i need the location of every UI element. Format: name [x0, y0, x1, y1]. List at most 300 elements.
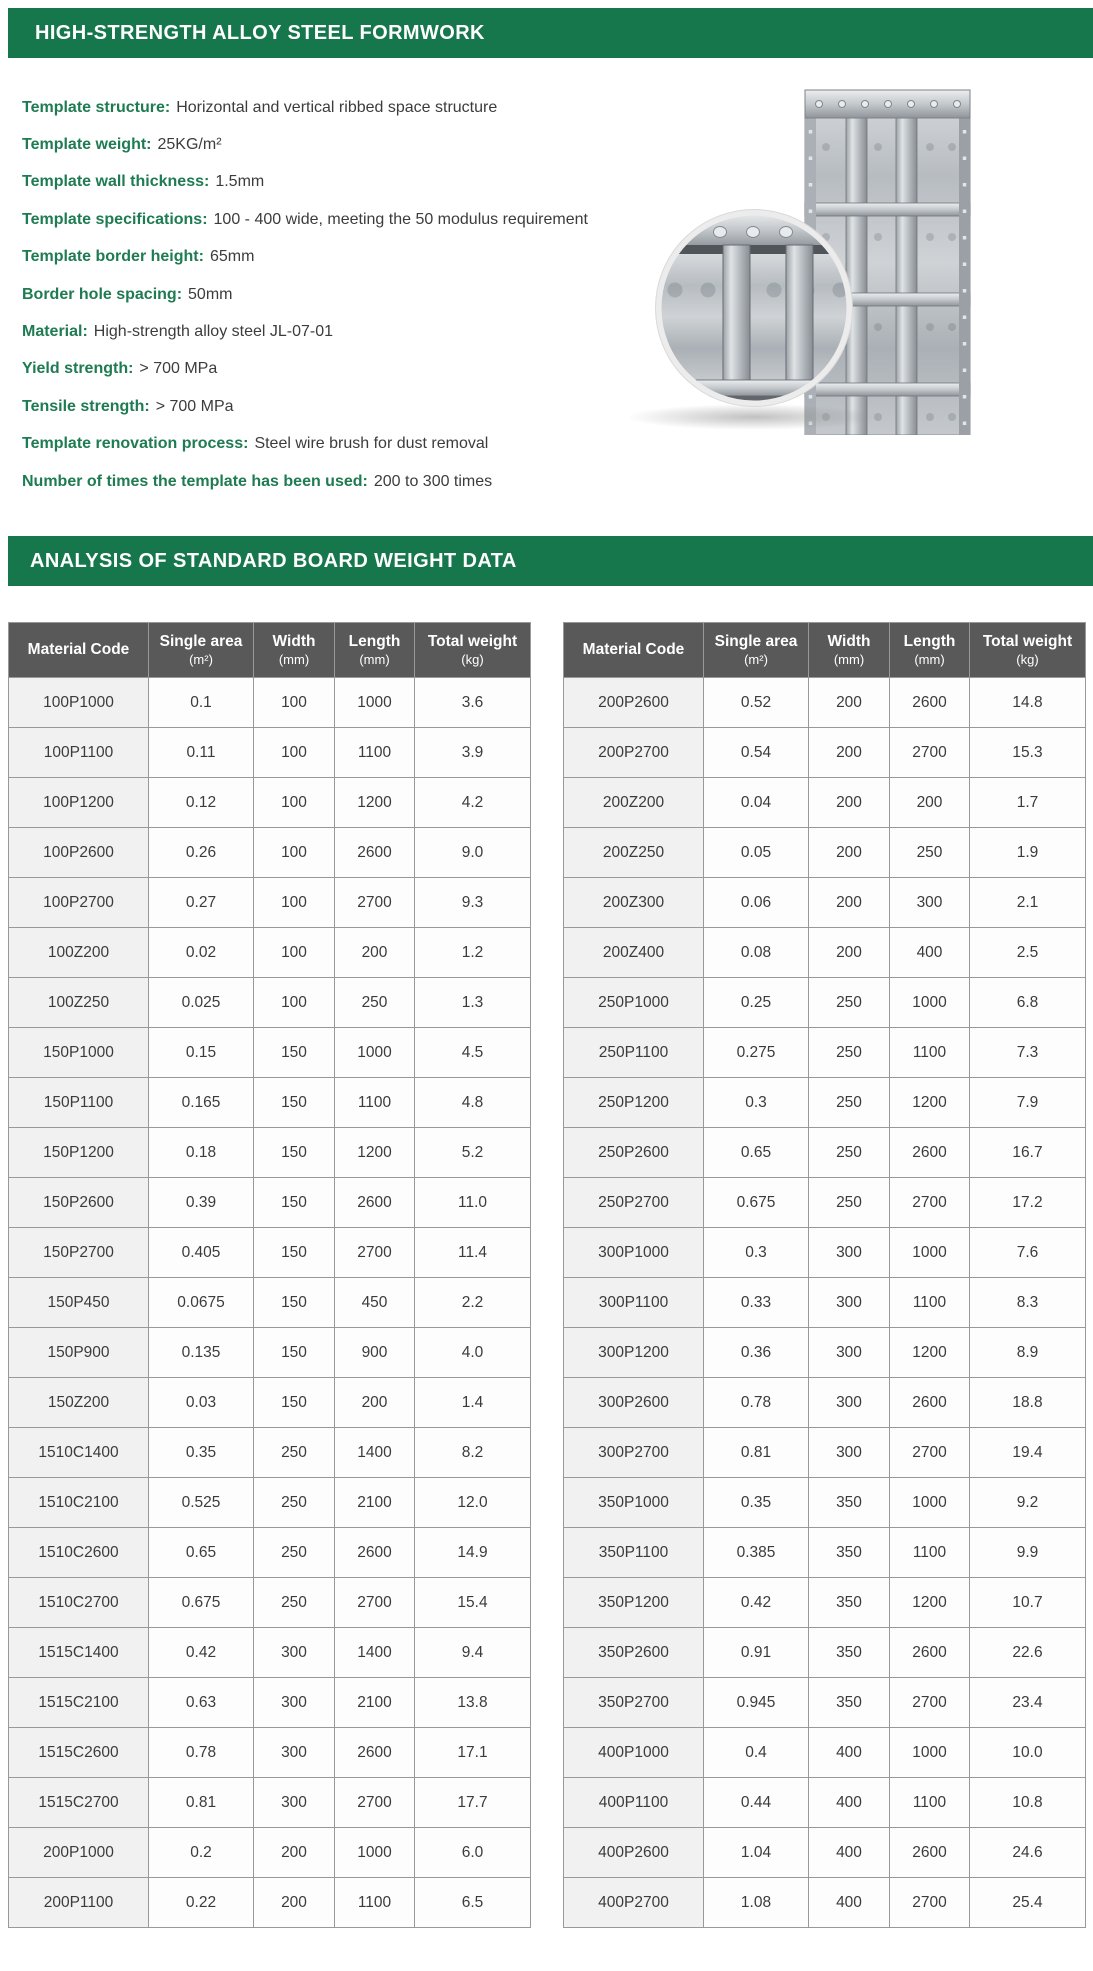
value-cell: 23.4: [970, 1678, 1086, 1728]
table-header-row: [9, 623, 531, 678]
spec-label: Tensile strength:: [22, 397, 150, 415]
value-cell: 0.275: [704, 1028, 809, 1078]
table-row: [9, 1528, 531, 1578]
spec-label: Template weight:: [22, 136, 152, 154]
value-cell: 2700: [335, 1778, 415, 1828]
spec-item: [22, 164, 632, 201]
value-cell: 0.02: [149, 928, 254, 978]
material-code-cell: 150P1000: [9, 1028, 149, 1078]
value-cell: 300: [809, 1428, 890, 1478]
page-title: HIGH-STRENGTH ALLOY STEEL FORMWORK: [35, 21, 485, 44]
value-cell: 150: [254, 1228, 335, 1278]
value-cell: 250: [809, 1028, 890, 1078]
value-cell: 0.15: [149, 1028, 254, 1078]
spec-value: 200 to 300 times: [373, 472, 493, 490]
material-code-cell: 150P450: [9, 1278, 149, 1328]
table-row: [9, 1878, 531, 1928]
spec-item: [22, 351, 632, 388]
table-row: [564, 1478, 1086, 1528]
spec-item: [22, 276, 632, 313]
value-cell: 2600: [890, 1628, 970, 1678]
table-row: [564, 878, 1086, 928]
value-cell: 7.9: [970, 1078, 1086, 1128]
value-cell: 5.2: [415, 1128, 531, 1178]
table-row: [564, 978, 1086, 1028]
value-cell: 0.525: [149, 1478, 254, 1528]
spec-value: Steel wire brush for dust removal: [254, 435, 489, 453]
spec-label: Template specifications:: [22, 210, 208, 228]
value-cell: 300: [890, 878, 970, 928]
value-cell: 300: [254, 1778, 335, 1828]
value-cell: 0.42: [704, 1578, 809, 1628]
value-cell: 0.405: [149, 1228, 254, 1278]
value-cell: 350: [809, 1678, 890, 1728]
value-cell: 250: [254, 1478, 335, 1528]
value-cell: 100: [254, 828, 335, 878]
value-cell: 1200: [335, 1128, 415, 1178]
material-code-cell: 350P1200: [564, 1578, 704, 1628]
spec-label: Number of times the template has been used:: [22, 472, 368, 490]
value-cell: 17.1: [415, 1728, 531, 1778]
value-cell: 15.4: [415, 1578, 531, 1628]
value-cell: 150: [254, 1128, 335, 1178]
value-cell: 2600: [335, 1178, 415, 1228]
material-code-cell: 100Z200: [9, 928, 149, 978]
value-cell: 200: [809, 728, 890, 778]
material-code-cell: 350P1000: [564, 1478, 704, 1528]
value-cell: 15.3: [970, 728, 1086, 778]
value-cell: 0.945: [704, 1678, 809, 1728]
table-row: [564, 1078, 1086, 1128]
table-row: [564, 1878, 1086, 1928]
material-code-cell: 400P1100: [564, 1778, 704, 1828]
formwork-panel-image: [630, 85, 1090, 435]
value-cell: 0.04: [704, 778, 809, 828]
table-row: [564, 1778, 1086, 1828]
value-cell: 0.165: [149, 1078, 254, 1128]
material-code-cell: 200P1100: [9, 1878, 149, 1928]
value-cell: 0.54: [704, 728, 809, 778]
value-cell: 0.22: [149, 1878, 254, 1928]
value-cell: 1000: [890, 978, 970, 1028]
table-row: [9, 1728, 531, 1778]
value-cell: 9.3: [415, 878, 531, 928]
table-row: [564, 1828, 1086, 1878]
material-code-cell: 150P900: [9, 1328, 149, 1378]
value-cell: 0.18: [149, 1128, 254, 1178]
value-cell: 0.0675: [149, 1278, 254, 1328]
material-code-cell: 250P1000: [564, 978, 704, 1028]
spec-item: [22, 126, 632, 163]
table-header-row: [564, 623, 1086, 678]
table-row: [9, 1778, 531, 1828]
value-cell: 0.36: [704, 1328, 809, 1378]
value-cell: 100: [254, 928, 335, 978]
value-cell: 8.9: [970, 1328, 1086, 1378]
value-cell: 0.675: [149, 1578, 254, 1628]
value-cell: 2700: [335, 1578, 415, 1628]
value-cell: 11.0: [415, 1178, 531, 1228]
material-code-cell: 1515C2600: [9, 1728, 149, 1778]
value-cell: 0.65: [149, 1528, 254, 1578]
value-cell: 0.44: [704, 1778, 809, 1828]
material-code-cell: 200Z250: [564, 828, 704, 878]
col-header-total-weight: Total weight (kg): [415, 623, 531, 678]
material-code-cell: 200Z300: [564, 878, 704, 928]
material-code-cell: 100P2700: [9, 878, 149, 928]
value-cell: 8.2: [415, 1428, 531, 1478]
spec-value: 100 - 400 wide, meeting the 50 modulus requirement: [213, 210, 588, 228]
value-cell: 2700: [890, 1678, 970, 1728]
value-cell: 0.65: [704, 1128, 809, 1178]
value-cell: 150: [254, 1278, 335, 1328]
value-cell: 400: [809, 1728, 890, 1778]
value-cell: 1.7: [970, 778, 1086, 828]
value-cell: 200: [809, 878, 890, 928]
value-cell: 10.0: [970, 1728, 1086, 1778]
value-cell: 1.2: [415, 928, 531, 978]
table-row: [9, 728, 531, 778]
value-cell: 0.26: [149, 828, 254, 878]
table-row: [564, 1578, 1086, 1628]
value-cell: 4.8: [415, 1078, 531, 1128]
value-cell: 0.08: [704, 928, 809, 978]
material-code-cell: 300P1100: [564, 1278, 704, 1328]
table-row: [564, 728, 1086, 778]
spec-item: [22, 313, 632, 350]
value-cell: 0.2: [149, 1828, 254, 1878]
value-cell: 250: [254, 1428, 335, 1478]
table-row: [9, 778, 531, 828]
value-cell: 900: [335, 1328, 415, 1378]
table-row: [9, 1228, 531, 1278]
spec-item: [22, 201, 632, 238]
material-code-cell: 100P2600: [9, 828, 149, 878]
material-code-cell: 200Z200: [564, 778, 704, 828]
value-cell: 6.8: [970, 978, 1086, 1028]
table-row: [564, 828, 1086, 878]
value-cell: 200: [809, 928, 890, 978]
value-cell: 9.2: [970, 1478, 1086, 1528]
value-cell: 300: [254, 1728, 335, 1778]
value-cell: 0.3: [704, 1228, 809, 1278]
value-cell: 1.08: [704, 1878, 809, 1928]
value-cell: 1200: [890, 1328, 970, 1378]
value-cell: 1000: [335, 1028, 415, 1078]
table-row: [9, 1078, 531, 1128]
value-cell: 200: [335, 928, 415, 978]
value-cell: 100: [254, 778, 335, 828]
weight-table-right: [563, 622, 1086, 1928]
value-cell: 1400: [335, 1428, 415, 1478]
material-code-cell: 150P1200: [9, 1128, 149, 1178]
value-cell: 200: [809, 828, 890, 878]
spec-value: High-strength alloy steel JL-07-01: [93, 323, 334, 341]
value-cell: 9.0: [415, 828, 531, 878]
value-cell: 9.4: [415, 1628, 531, 1678]
value-cell: 1.3: [415, 978, 531, 1028]
photo-shadow: [630, 404, 882, 430]
value-cell: 25.4: [970, 1878, 1086, 1928]
material-code-cell: 200P2600: [564, 678, 704, 728]
value-cell: 1.4: [415, 1378, 531, 1428]
value-cell: 350: [809, 1528, 890, 1578]
material-code-cell: 250P2600: [564, 1128, 704, 1178]
spec-value: > 700 MPa: [139, 360, 218, 378]
value-cell: 17.2: [970, 1178, 1086, 1228]
table-row: [564, 1178, 1086, 1228]
material-code-cell: 150P2600: [9, 1178, 149, 1228]
table-row: [564, 1278, 1086, 1328]
value-cell: 0.35: [149, 1428, 254, 1478]
value-cell: 0.12: [149, 778, 254, 828]
value-cell: 0.27: [149, 878, 254, 928]
weight-table-left: [8, 622, 531, 1928]
value-cell: 0.135: [149, 1328, 254, 1378]
col-header-single-area: Single area (m²): [704, 623, 809, 678]
value-cell: 150: [254, 1178, 335, 1228]
col-header-single-area: Single area (m²): [149, 623, 254, 678]
value-cell: 0.025: [149, 978, 254, 1028]
value-cell: 13.8: [415, 1678, 531, 1728]
value-cell: 18.8: [970, 1378, 1086, 1428]
table-row: [9, 828, 531, 878]
value-cell: 200: [254, 1878, 335, 1928]
col-header-length: Length (mm): [335, 623, 415, 678]
value-cell: 19.4: [970, 1428, 1086, 1478]
col-header-material-code: Material Code: [564, 623, 704, 678]
table-row: [9, 1828, 531, 1878]
value-cell: 1000: [890, 1728, 970, 1778]
value-cell: 0.52: [704, 678, 809, 728]
table-row: [9, 1578, 531, 1628]
value-cell: 0.25: [704, 978, 809, 1028]
value-cell: 0.06: [704, 878, 809, 928]
value-cell: 10.8: [970, 1778, 1086, 1828]
spec-value: Horizontal and vertical ribbed space structure: [176, 98, 498, 116]
page-title-banner: [8, 8, 1093, 58]
table-row: [9, 978, 531, 1028]
value-cell: 6.0: [415, 1828, 531, 1878]
value-cell: 1000: [335, 1828, 415, 1878]
value-cell: 10.7: [970, 1578, 1086, 1628]
value-cell: 150: [254, 1378, 335, 1428]
material-code-cell: 100Z250: [9, 978, 149, 1028]
value-cell: 9.9: [970, 1528, 1086, 1578]
value-cell: 22.6: [970, 1628, 1086, 1678]
value-cell: 0.1: [149, 678, 254, 728]
value-cell: 1100: [335, 1078, 415, 1128]
section-title: ANALYSIS OF STANDARD BOARD WEIGHT DATA: [30, 549, 517, 572]
value-cell: 150: [254, 1078, 335, 1128]
value-cell: 1000: [890, 1478, 970, 1528]
value-cell: 17.7: [415, 1778, 531, 1828]
table-row: [9, 1478, 531, 1528]
value-cell: 1000: [335, 678, 415, 728]
value-cell: 300: [254, 1678, 335, 1728]
value-cell: 0.42: [149, 1628, 254, 1678]
material-code-cell: 100P1000: [9, 678, 149, 728]
value-cell: 200: [335, 1378, 415, 1428]
table-row: [564, 1378, 1086, 1428]
material-code-cell: 300P2600: [564, 1378, 704, 1428]
value-cell: 1.04: [704, 1828, 809, 1878]
material-code-cell: 150Z200: [9, 1378, 149, 1428]
product-photo: [630, 85, 1090, 435]
material-code-cell: 100P1200: [9, 778, 149, 828]
value-cell: 2600: [335, 1728, 415, 1778]
table-row: [564, 1128, 1086, 1178]
value-cell: 200: [809, 678, 890, 728]
spec-item: [22, 426, 632, 463]
value-cell: 0.675: [704, 1178, 809, 1228]
col-header-length: Length (mm): [890, 623, 970, 678]
spec-item: [22, 388, 632, 425]
value-cell: 0.33: [704, 1278, 809, 1328]
value-cell: 300: [809, 1378, 890, 1428]
spec-value: 65mm: [209, 248, 255, 266]
material-code-cell: 150P1100: [9, 1078, 149, 1128]
material-code-cell: 200P1000: [9, 1828, 149, 1878]
value-cell: 2600: [890, 678, 970, 728]
value-cell: 0.63: [149, 1678, 254, 1728]
value-cell: 7.6: [970, 1228, 1086, 1278]
value-cell: 200: [809, 778, 890, 828]
value-cell: 250: [254, 1528, 335, 1578]
value-cell: 1200: [890, 1578, 970, 1628]
value-cell: 400: [809, 1828, 890, 1878]
value-cell: 250: [254, 1578, 335, 1628]
material-code-cell: 250P1100: [564, 1028, 704, 1078]
table-row: [564, 1028, 1086, 1078]
value-cell: 6.5: [415, 1878, 531, 1928]
value-cell: 250: [335, 978, 415, 1028]
table-row: [9, 1378, 531, 1428]
value-cell: 2600: [890, 1378, 970, 1428]
material-code-cell: 1510C2700: [9, 1578, 149, 1628]
value-cell: 0.385: [704, 1528, 809, 1578]
section-title-banner: [8, 536, 1093, 586]
value-cell: 200: [890, 778, 970, 828]
table-row: [564, 678, 1086, 728]
value-cell: 1400: [335, 1628, 415, 1678]
material-code-cell: 350P2700: [564, 1678, 704, 1728]
material-code-cell: 1515C2700: [9, 1778, 149, 1828]
table-row: [9, 1128, 531, 1178]
col-header-total-weight: Total weight (kg): [970, 623, 1086, 678]
value-cell: 2600: [890, 1128, 970, 1178]
value-cell: 2600: [335, 828, 415, 878]
value-cell: 100: [254, 978, 335, 1028]
spec-label: Border hole spacing:: [22, 285, 183, 303]
value-cell: 24.6: [970, 1828, 1086, 1878]
table-row: [9, 1028, 531, 1078]
spec-value: 50mm: [188, 285, 233, 303]
value-cell: 2600: [335, 1528, 415, 1578]
material-code-cell: 1515C2100: [9, 1678, 149, 1728]
value-cell: 2.1: [970, 878, 1086, 928]
table-row: [564, 1678, 1086, 1728]
material-code-cell: 400P1000: [564, 1728, 704, 1778]
table-row: [564, 1428, 1086, 1478]
col-header-width: Width (mm): [809, 623, 890, 678]
table-row: [9, 1628, 531, 1678]
value-cell: 1100: [335, 1878, 415, 1928]
value-cell: 150: [254, 1028, 335, 1078]
value-cell: 1200: [890, 1078, 970, 1128]
table-row: [9, 1678, 531, 1728]
value-cell: 1.9: [970, 828, 1086, 878]
value-cell: 250: [809, 1128, 890, 1178]
spec-item: [22, 239, 632, 276]
material-code-cell: 150P2700: [9, 1228, 149, 1278]
spec-label: Template wall thickness:: [22, 173, 210, 191]
value-cell: 1200: [335, 778, 415, 828]
value-cell: 450: [335, 1278, 415, 1328]
table-row: [564, 1728, 1086, 1778]
value-cell: 0.78: [149, 1728, 254, 1778]
spec-label: Template structure:: [22, 98, 171, 116]
material-code-cell: 200Z400: [564, 928, 704, 978]
spec-label: Template renovation process:: [22, 435, 249, 453]
spec-item: [22, 463, 632, 500]
material-code-cell: 250P1200: [564, 1078, 704, 1128]
table-row: [9, 1328, 531, 1378]
value-cell: 1100: [890, 1778, 970, 1828]
value-cell: 200: [254, 1828, 335, 1878]
value-cell: 1100: [890, 1028, 970, 1078]
table-row: [9, 1428, 531, 1478]
material-code-cell: 300P2700: [564, 1428, 704, 1478]
col-header-width: Width (mm): [254, 623, 335, 678]
value-cell: 100: [254, 678, 335, 728]
table-row: [9, 878, 531, 928]
value-cell: 2700: [890, 1178, 970, 1228]
value-cell: 250: [809, 978, 890, 1028]
material-code-cell: 1510C2600: [9, 1528, 149, 1578]
value-cell: 1100: [335, 728, 415, 778]
value-cell: 3.6: [415, 678, 531, 728]
value-cell: 100: [254, 878, 335, 928]
spec-item: [22, 89, 632, 126]
value-cell: 7.3: [970, 1028, 1086, 1078]
value-cell: 8.3: [970, 1278, 1086, 1328]
material-code-cell: 1510C2100: [9, 1478, 149, 1528]
value-cell: 300: [809, 1328, 890, 1378]
value-cell: 2100: [335, 1678, 415, 1728]
table-row: [564, 1328, 1086, 1378]
value-cell: 250: [890, 828, 970, 878]
value-cell: 0.39: [149, 1178, 254, 1228]
value-cell: 2700: [890, 728, 970, 778]
value-cell: 2700: [335, 878, 415, 928]
spec-value: 25KG/m²: [157, 136, 222, 154]
value-cell: 14.9: [415, 1528, 531, 1578]
material-code-cell: 300P1200: [564, 1328, 704, 1378]
value-cell: 12.0: [415, 1478, 531, 1528]
table-row: [564, 778, 1086, 828]
value-cell: 0.03: [149, 1378, 254, 1428]
material-code-cell: 350P1100: [564, 1528, 704, 1578]
value-cell: 150: [254, 1328, 335, 1378]
table-row: [9, 1178, 531, 1228]
value-cell: 2700: [890, 1428, 970, 1478]
value-cell: 0.11: [149, 728, 254, 778]
table-row: [564, 1528, 1086, 1578]
value-cell: 250: [809, 1078, 890, 1128]
value-cell: 1100: [890, 1528, 970, 1578]
material-code-cell: 1510C1400: [9, 1428, 149, 1478]
